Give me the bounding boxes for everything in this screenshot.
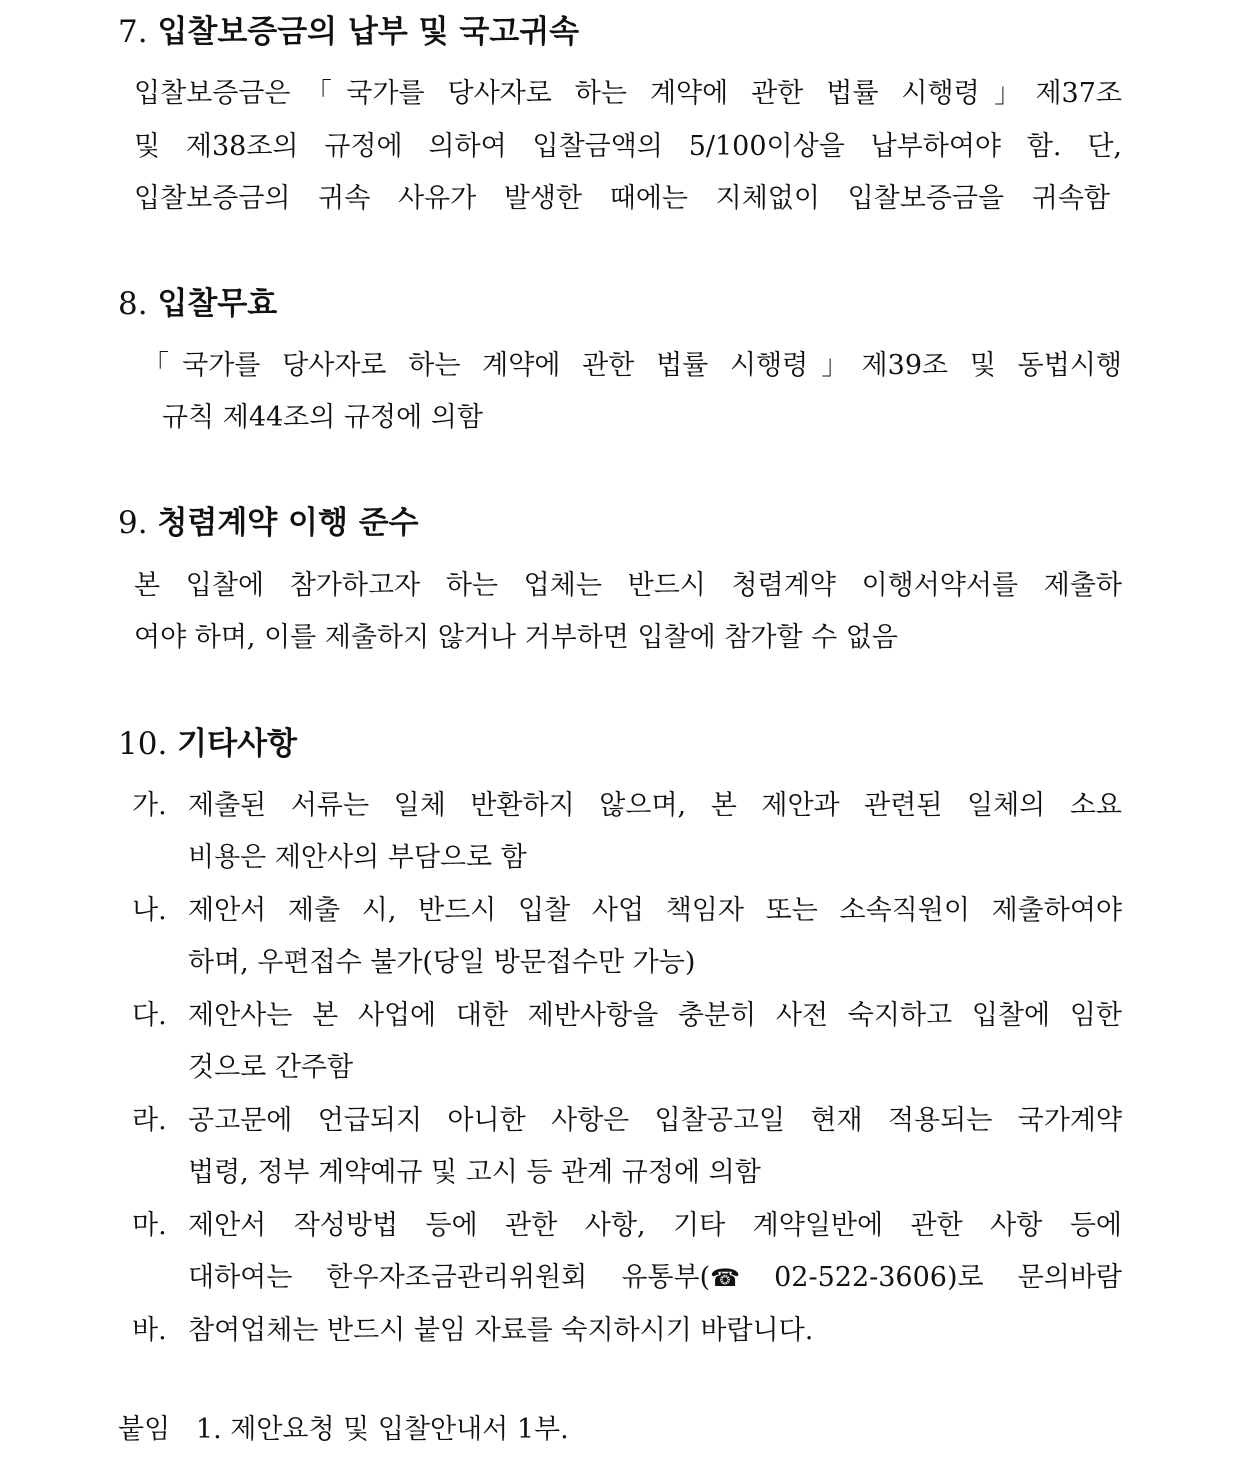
item-ba-line-1: 참여업체는 반드시 붙임 자료를 숙지하시기 바랍니다. bbox=[188, 1315, 814, 1346]
section-7-line-2: 및 제38조의 규정에 의하여 입찰금액의 5/100이상을 납부하여야 함. 단, bbox=[134, 131, 1122, 162]
section-10-heading bbox=[118, 724, 297, 764]
section-7-line-1: 입찰보증금은「국가를 당사자로 하는 계약에 관한 법률 시행령」제37조 bbox=[134, 78, 1122, 109]
item-marker-da: 다. bbox=[132, 1000, 167, 1031]
contact-phone-number: 02-522-3606)로 문의바람 bbox=[774, 1262, 1122, 1293]
item-marker-na: 나. bbox=[132, 895, 167, 926]
attachment-text: 1. 제안요청 및 입찰안내서 1부. bbox=[195, 1414, 569, 1445]
telephone-icon: ☎ bbox=[710, 1264, 741, 1292]
section-title: 입찰무효 bbox=[157, 286, 278, 322]
item-da-line-1: 제안사는 본 사업에 대한 제반사항을 충분히 사전 숙지하고 입찰에 임한 bbox=[188, 1000, 1122, 1031]
section-number: 7. bbox=[118, 14, 148, 50]
item-marker-ra: 라. bbox=[132, 1105, 167, 1136]
section-8-line-2: 규칙 제44조의 규정에 의함 bbox=[162, 402, 483, 433]
section-7-heading bbox=[118, 12, 579, 52]
section-title: 입찰보증금의 납부 및 국고귀속 bbox=[157, 14, 580, 50]
item-marker-ga: 가. bbox=[132, 790, 167, 821]
section-7-line-3: 입찰보증금의 귀속 사유가 발생한 때에는 지체없이 입찰보증금을 귀속함 bbox=[134, 183, 1110, 214]
section-number: 9. bbox=[118, 505, 148, 541]
item-ma-line-1: 제안서 작성방법 등에 관한 사항, 기타 계약일반에 관한 사항 등에 bbox=[188, 1210, 1122, 1241]
section-title: 기타사항 bbox=[177, 726, 297, 762]
section-9-heading bbox=[118, 503, 419, 543]
section-9-line-2: 여야 하며, 이를 제출하지 않거나 거부하면 입찰에 참가할 수 없음 bbox=[134, 622, 898, 653]
section-9-line-1: 본 입찰에 참가하고자 하는 업체는 반드시 청렴계약 이행서약서를 제출하 bbox=[134, 570, 1122, 601]
item-ga-line-1: 제출된 서류는 일체 반환하지 않으며, 본 제안과 관련된 일체의 소요 bbox=[188, 790, 1122, 821]
section-number: 10. bbox=[118, 726, 168, 762]
section-title: 청렴계약 이행 준수 bbox=[157, 505, 419, 541]
item-ga-line-2: 비용은 제안사의 부담으로 함 bbox=[188, 842, 527, 873]
section-8-line-1: 「국가를 당사자로 하는 계약에 관한 법률 시행령」제39조 및 동법시행 bbox=[142, 350, 1122, 381]
attachment bbox=[118, 1410, 569, 1450]
item-marker-ma: 마. bbox=[132, 1210, 167, 1241]
item-da-line-2: 것으로 간주함 bbox=[188, 1052, 354, 1083]
item-ma-line-2 bbox=[188, 1258, 1122, 1298]
section-number: 8. bbox=[118, 286, 148, 322]
section-8-heading bbox=[118, 284, 277, 324]
item-na-line-1: 제안서 제출 시, 반드시 입찰 사업 책임자 또는 소속직원이 제출하여야 bbox=[188, 895, 1122, 926]
item-ma-line-2-text: 대하여는 한우자조금관리위원회 유통부( bbox=[188, 1262, 711, 1293]
item-na-line-2: 하며, 우편접수 불가(당일 방문접수만 가능) bbox=[188, 947, 696, 978]
item-ra-line-2: 법령, 정부 계약예규 및 고시 등 관계 규정에 의함 bbox=[188, 1157, 761, 1188]
attachment-label: 붙임 bbox=[118, 1414, 171, 1445]
item-ra-line-1: 공고문에 언급되지 아니한 사항은 입찰공고일 현재 적용되는 국가계약 bbox=[188, 1105, 1122, 1136]
item-marker-ba: 바. bbox=[132, 1315, 167, 1346]
